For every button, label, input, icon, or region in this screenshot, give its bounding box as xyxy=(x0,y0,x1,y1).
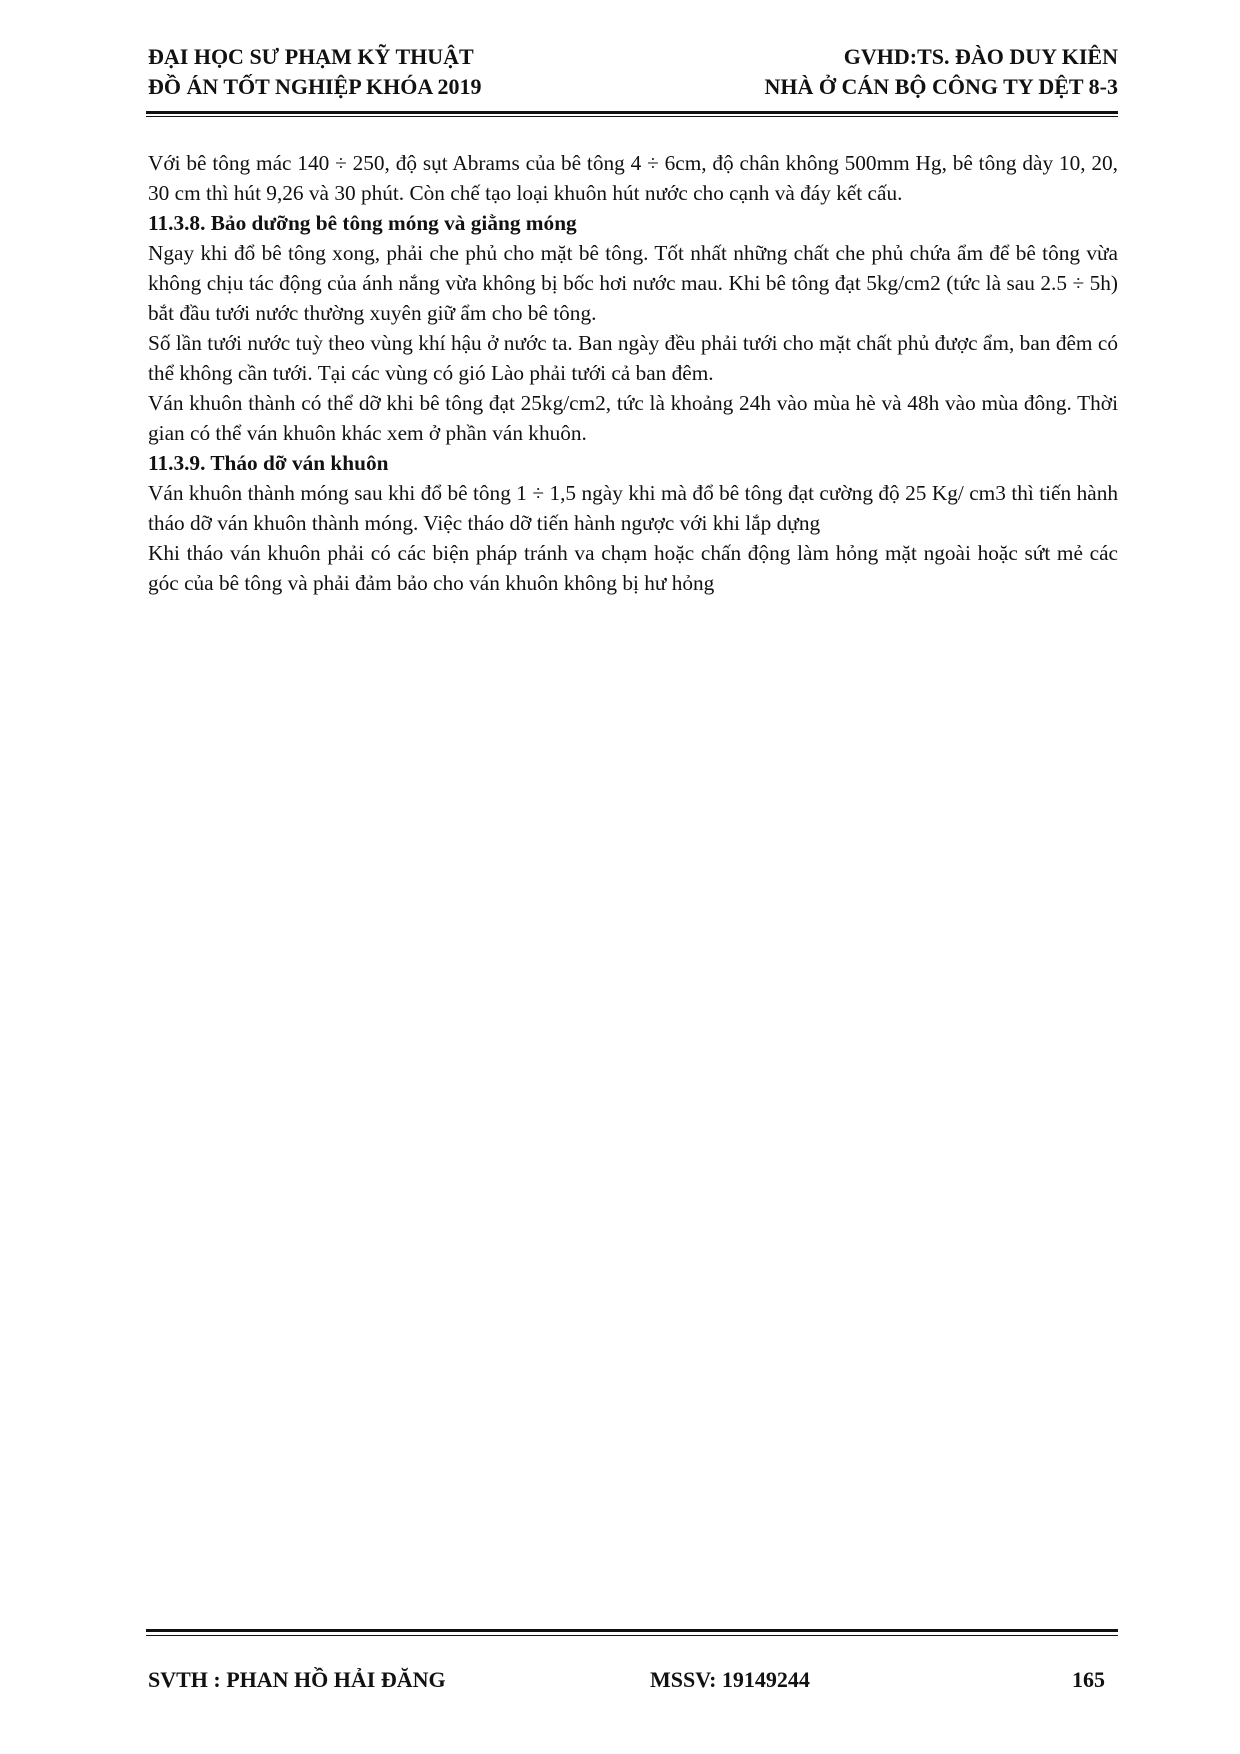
page-body xyxy=(148,148,1118,598)
body-paragraph: Ngay khi đổ bê tông xong, phải che phủ cho mặt bê tông. Tốt nhất những chất che phủ chứa ẩm để bê tông vừa không chịu tác động của ánh nắng vừa không bị bốc hơi nước mau. Khi bê tông đạt 5kg/cm2 (tức là sau 2.5 ÷ 5h) bắt đầu tưới nước thường xuyên giữ ẩm cho bê tông. xyxy=(148,241,1118,325)
page-header xyxy=(148,42,1118,102)
header-divider-thick xyxy=(146,111,1118,114)
footer-student-id: MSSV: 19149244 xyxy=(650,1667,810,1692)
body-paragraph: Số lần tưới nước tuỳ theo vùng khí hậu ở nước ta. Ban ngày đều phải tưới cho mặt chất phủ được ẩm, ban đêm có thể không cần tưới. Tại các vùng có gió Lào phải tưới cả ban đêm. xyxy=(148,331,1118,385)
header-divider-thin xyxy=(146,116,1118,117)
body-paragraph: Khi tháo ván khuôn phải có các biện pháp tránh va chạm hoặc chấn động làm hỏng mặt ngoài hoặc sứt mẻ các góc của bê tông và phải đảm bảo cho ván khuôn không bị hư hỏng xyxy=(148,541,1118,595)
section-heading-11-3-9: 11.3.9. Tháo dỡ ván khuôn xyxy=(148,451,389,475)
header-row-2 xyxy=(148,72,1118,102)
header-university: ĐẠI HỌC SƯ PHẠM KỸ THUẬT xyxy=(148,44,474,69)
footer-divider-thin xyxy=(146,1635,1118,1636)
body-paragraph: Với bê tông mác 140 ÷ 250, độ sụt Abrams của bê tông 4 ÷ 6cm, độ chân không 500mm Hg, bê tông dày 10, 20, 30 cm thì hút 9,26 và 30 phút. Còn chế tạo loại khuôn hút nước cho cạnh và đáy kết cấu. xyxy=(148,151,1118,205)
header-row-1 xyxy=(148,42,1118,72)
footer-page-number: 165 xyxy=(1072,1667,1105,1692)
body-paragraph: Ván khuôn thành có thể dỡ khi bê tông đạt 25kg/cm2, tức là khoảng 24h vào mùa hè và 48h vào mùa đông. Thời gian có thể ván khuôn khác xem ở phần ván khuôn. xyxy=(148,391,1118,445)
header-thesis-course: ĐỒ ÁN TỐT NGHIỆP KHÓA 2019 xyxy=(148,74,482,99)
section-heading-11-3-8: 11.3.8. Bảo dưỡng bê tông móng và giằng móng xyxy=(148,211,577,235)
header-supervisor: GVHD:TS. ĐÀO DUY KIÊN xyxy=(843,44,1118,69)
body-paragraph: Ván khuôn thành móng sau khi đổ bê tông 1 ÷ 1,5 ngày khi mà đổ bê tông đạt cường độ 25 Kg/ cm3 thì tiến hành tháo dỡ ván khuôn thành móng. Việc tháo dỡ tiến hành ngược với khi lắp dựng xyxy=(148,481,1118,535)
footer-divider-thick xyxy=(146,1629,1118,1632)
footer-student-name: SVTH : PHAN HỒ HẢI ĐĂNG xyxy=(148,1667,446,1692)
header-project-title: NHÀ Ở CÁN BỘ CÔNG TY DỆT 8-3 xyxy=(764,74,1118,99)
